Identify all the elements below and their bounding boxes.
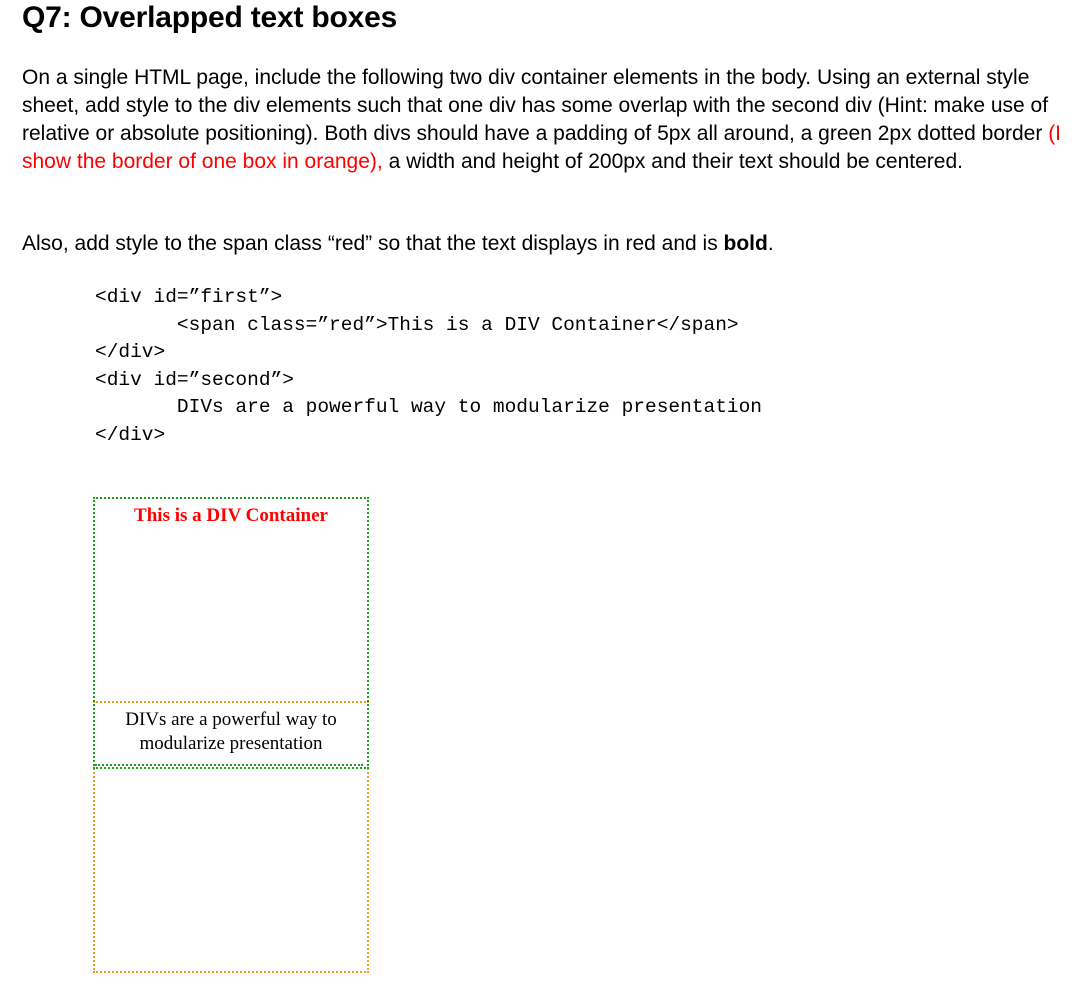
second-box-text: DIVs are a powerful way to modularize presentation xyxy=(125,709,337,754)
instructions-text-2: a width and height of 200px and their text should be centered. xyxy=(382,150,963,173)
span-instructions-text-1: Also, add style to the span class “red” so that the text displays in red and is xyxy=(22,232,724,255)
instructions-red-note: (I show the border of one box in orange), xyxy=(22,122,1062,173)
first-box-red-text: This is a DIV Container xyxy=(134,505,328,526)
span-instructions-paragraph xyxy=(22,230,1062,258)
code-block: <div id=”first”> <span class=”red”>This is a DIV Container</span> </div> <div id=”second”> DIVs are a powerful way to modularize presentation </div> xyxy=(95,286,763,446)
first-div-box xyxy=(93,497,369,769)
instructions-paragraph xyxy=(22,64,1062,176)
span-instructions-text-2: . xyxy=(767,232,774,255)
instructions-text-1: On a single HTML page, include the following two div container elements in the body. Using an external style sheet, add style to the div elements such that one div has some overlap with the second div (Hint: make use of relative or absolute positioning). Both divs should have a padding of 5px all around, a green 2px dotted border xyxy=(22,66,1049,145)
span-instructions-bold: bold xyxy=(723,232,768,255)
first-box-bottom-border xyxy=(95,764,363,766)
page-title: Q7: Overlapped text boxes xyxy=(22,1,398,34)
